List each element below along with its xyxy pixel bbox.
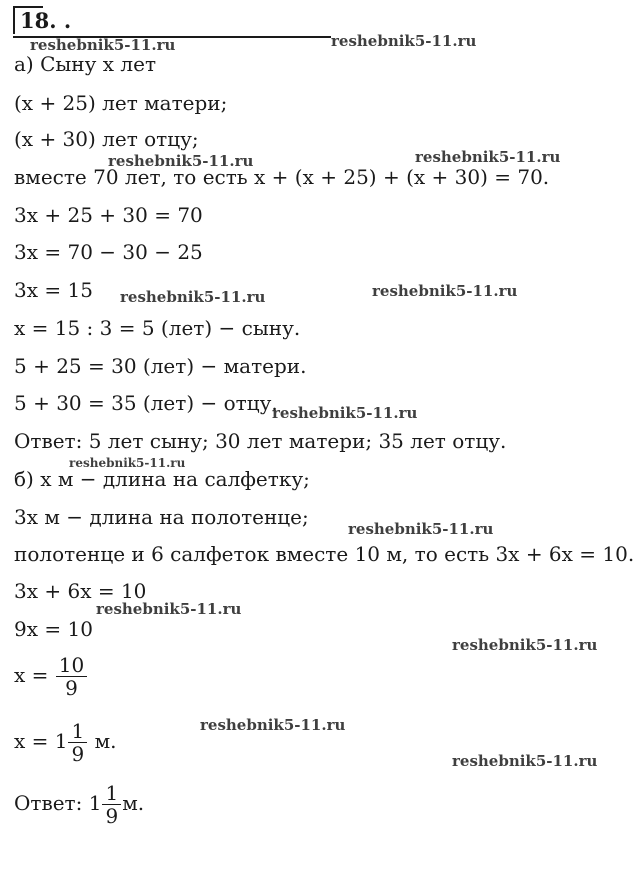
watermark: reshebnik5-11.ru bbox=[120, 288, 266, 306]
mixed-number-line bbox=[14, 720, 117, 765]
solution-line: 5 + 25 = 30 (лет) − матери. bbox=[14, 354, 307, 378]
watermark: reshebnik5-11.ru bbox=[415, 148, 561, 166]
solution-line: (x + 25) лет матери; bbox=[14, 91, 228, 115]
solution-line: x = 15 : 3 = 5 (лет) − сыну. bbox=[14, 316, 301, 340]
watermark: reshebnik5-11.ru bbox=[200, 716, 346, 734]
solution-line: а) Сыну x лет bbox=[14, 52, 157, 76]
solution-line: 3x + 6x = 10 bbox=[14, 579, 147, 603]
fraction-numerator: 1 bbox=[102, 782, 121, 805]
solution-line: 5 + 30 = 35 (лет) − отцу. bbox=[14, 391, 278, 415]
solution-line: б) x м − длина на салфетку; bbox=[14, 467, 310, 491]
fraction-prefix: x = bbox=[14, 663, 55, 687]
watermark: reshebnik5-11.ru bbox=[69, 456, 186, 470]
solution-line: полотенце и 6 салфеток вместе 10 м, то есть 3x + 6x = 10. bbox=[14, 542, 635, 566]
fraction-numerator: 10 bbox=[56, 654, 87, 677]
answer-prefix: Ответ: 1 bbox=[14, 791, 102, 815]
fraction bbox=[56, 654, 87, 699]
fraction-suffix: м. bbox=[88, 729, 117, 753]
solution-line: (x + 30) лет отцу; bbox=[14, 127, 199, 151]
fraction-numerator: 1 bbox=[68, 720, 87, 743]
answer-suffix: м. bbox=[122, 791, 145, 815]
solution-line: 3x = 15 bbox=[14, 278, 93, 302]
solution-line: вместе 70 лет, то есть x + (x + 25) + (x + 30) = 70. bbox=[14, 165, 550, 189]
watermark: reshebnik5-11.ru bbox=[452, 752, 598, 770]
fraction bbox=[68, 720, 87, 765]
fraction-line bbox=[14, 654, 88, 699]
solution-line: 3x = 70 − 30 − 25 bbox=[14, 240, 203, 264]
watermark: reshebnik5-11.ru bbox=[272, 404, 418, 422]
answer-a: Ответ: 5 лет сыну; 30 лет матери; 35 лет отцу. bbox=[14, 429, 507, 453]
watermark: reshebnik5-11.ru bbox=[331, 32, 477, 50]
solution-line: 3x + 25 + 30 = 70 bbox=[14, 203, 203, 227]
watermark: reshebnik5-11.ru bbox=[108, 152, 254, 170]
watermark: reshebnik5-11.ru bbox=[30, 36, 176, 54]
fraction-denominator: 9 bbox=[71, 742, 85, 766]
solution-line: 3x м − длина на полотенце; bbox=[14, 505, 309, 529]
watermark: reshebnik5-11.ru bbox=[348, 520, 494, 538]
solution-line: 9x = 10 bbox=[14, 617, 93, 641]
watermark: reshebnik5-11.ru bbox=[372, 282, 518, 300]
fraction-denominator: 9 bbox=[105, 804, 119, 828]
answer-b bbox=[14, 782, 144, 827]
watermark: reshebnik5-11.ru bbox=[96, 600, 242, 618]
task-number: 18. . bbox=[20, 8, 72, 33]
watermark: reshebnik5-11.ru bbox=[452, 636, 598, 654]
fraction bbox=[102, 782, 121, 827]
fraction-denominator: 9 bbox=[65, 676, 78, 700]
fraction-prefix: x = 1 bbox=[14, 729, 68, 753]
